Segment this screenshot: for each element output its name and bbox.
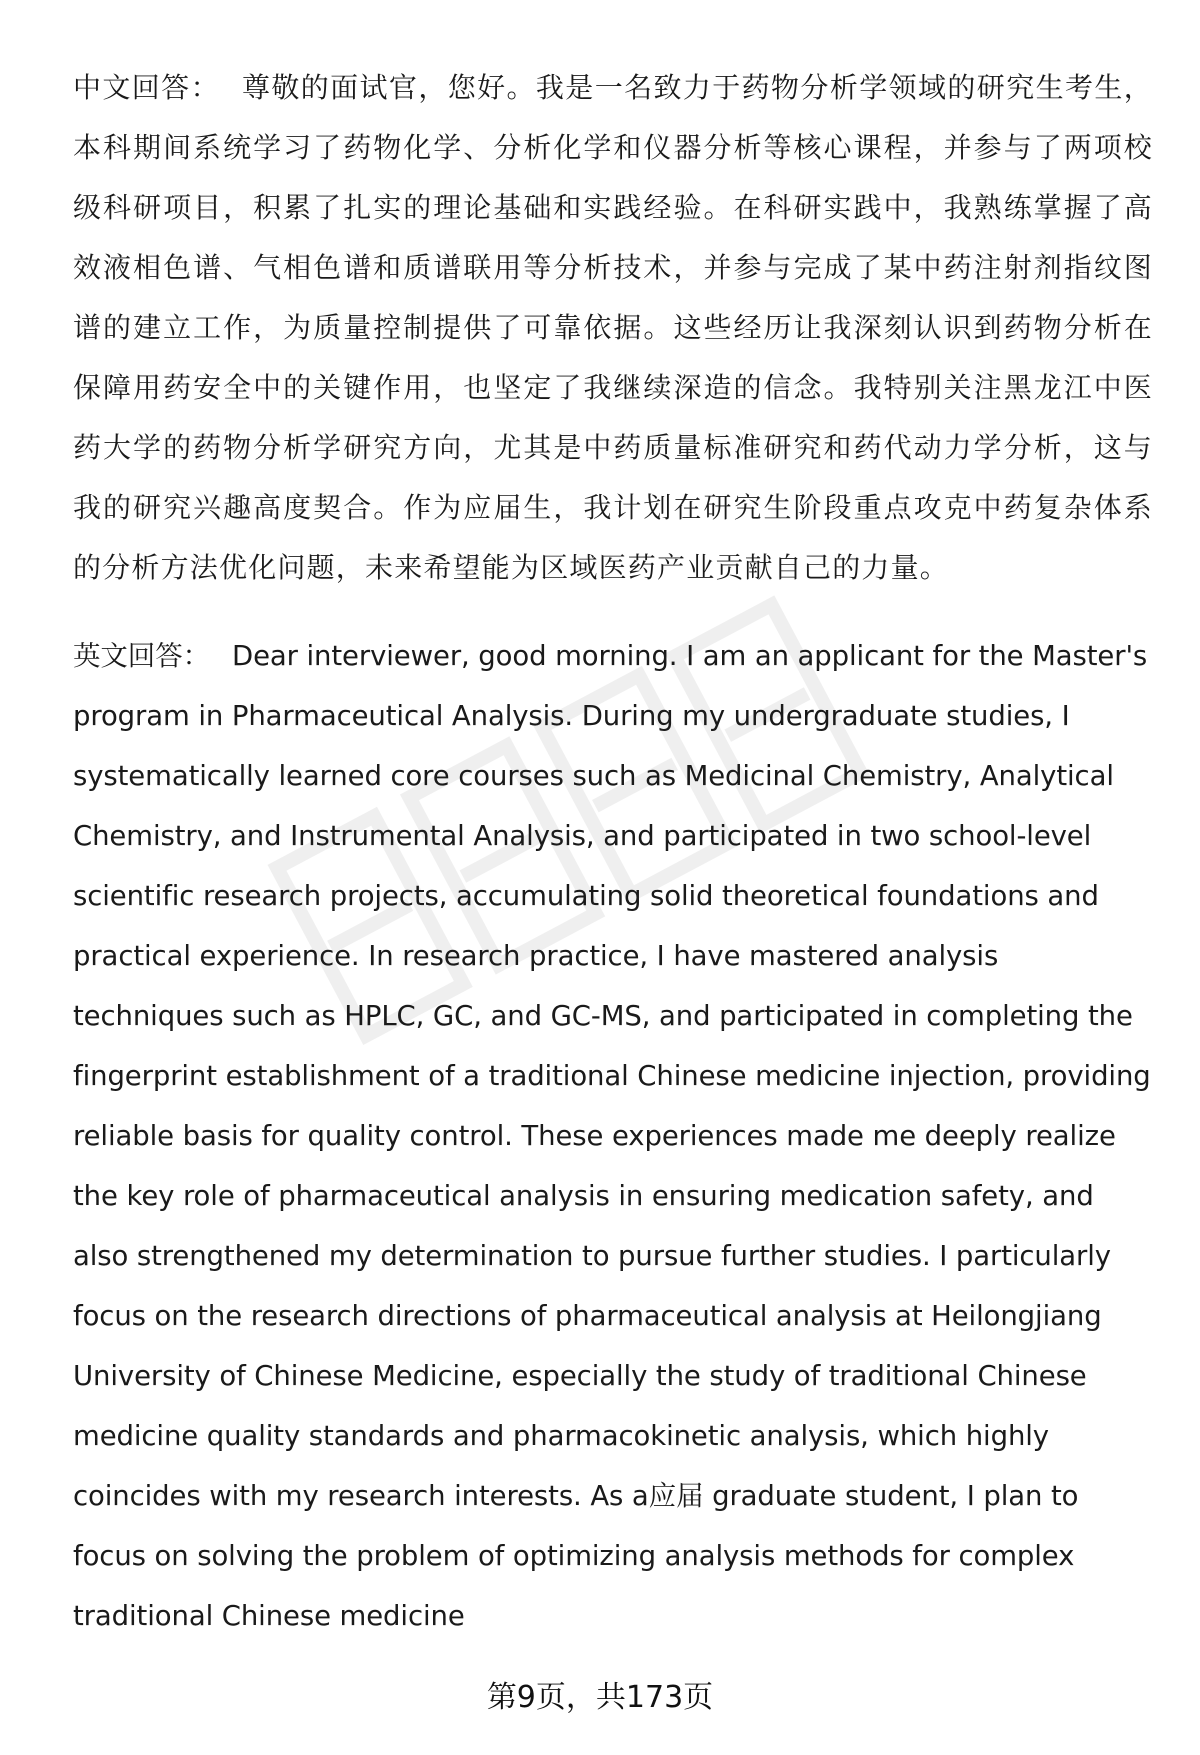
chinese-answer-text: 尊敬的面试官，您好。我是一名致力于药物分析学领域的研究生考生，本科期间系统学习了药物化学、分析化学和仪器分析等核心课程，并参与了两项校级科研项目，积累了扎实的理论基础和实践经验。在科研实践中，我熟练掌握了高效液相色谱、气相色谱和质谱联用等分析技术，并参与完成了某中药注射剂指纹图谱的建立工作，为质量控制提供了可靠依据。这些经历让我深刻认识到药物分析在保障用药安全中的关键作用，也坚定了我继续深造的信念。我特别关注黑龙江中医药大学的药物分析学研究方向，尤其是中药质量标准研究和药代动力学分析，这与我的研究兴趣高度契合。作为应届生，我计划在研究生阶段重点攻克中药复杂体系的分析方法优化问题，未来希望能为区域医药产业贡献自己的力量。 xyxy=(73,71,1153,584)
page-number-footer: 第9页，共173页 xyxy=(486,1680,714,1715)
chinese-answer-paragraph xyxy=(73,58,1153,598)
english-answer-text: Dear interviewer, good morning. I am an applicant for the Master's program in Pharmaceutical Analysis. During my undergraduate studies, I systematically learned core courses such as Medicinal Chemistry, Analytical Chemistry, and Instrumental Analysis, and participated in two school-level scientific research projects, accumulating solid theoretical foundations and practical experience. In research practice, I have mastered analysis techniques such as HPLC, GC, and GC-MS, and participated in completing the fingerprint establishment of a traditional Chinese medicine injection, providing reliable basis for quality control. These experiences made me deeply realize the key role of pharmaceutical analysis in ensuring medication safety, and also strengthened my determination to pursue further studies. I particularly focus on the research directions of pharmaceutical analysis at Heilongjiang University of Chinese Medicine, especially the study of traditional Chinese medicine quality standards and pharmacokinetic analysis, which highly coincides with my research interests. As a应届 graduate student, I plan to focus on solving the problem of optimizing analysis methods for complex traditional Chinese medicine xyxy=(73,640,1151,1632)
chinese-answer-label: 中文回答： xyxy=(73,71,220,104)
english-answer-paragraph xyxy=(73,626,1153,1646)
english-answer-label: 英文回答： xyxy=(73,640,210,672)
document-body xyxy=(73,58,1153,1646)
